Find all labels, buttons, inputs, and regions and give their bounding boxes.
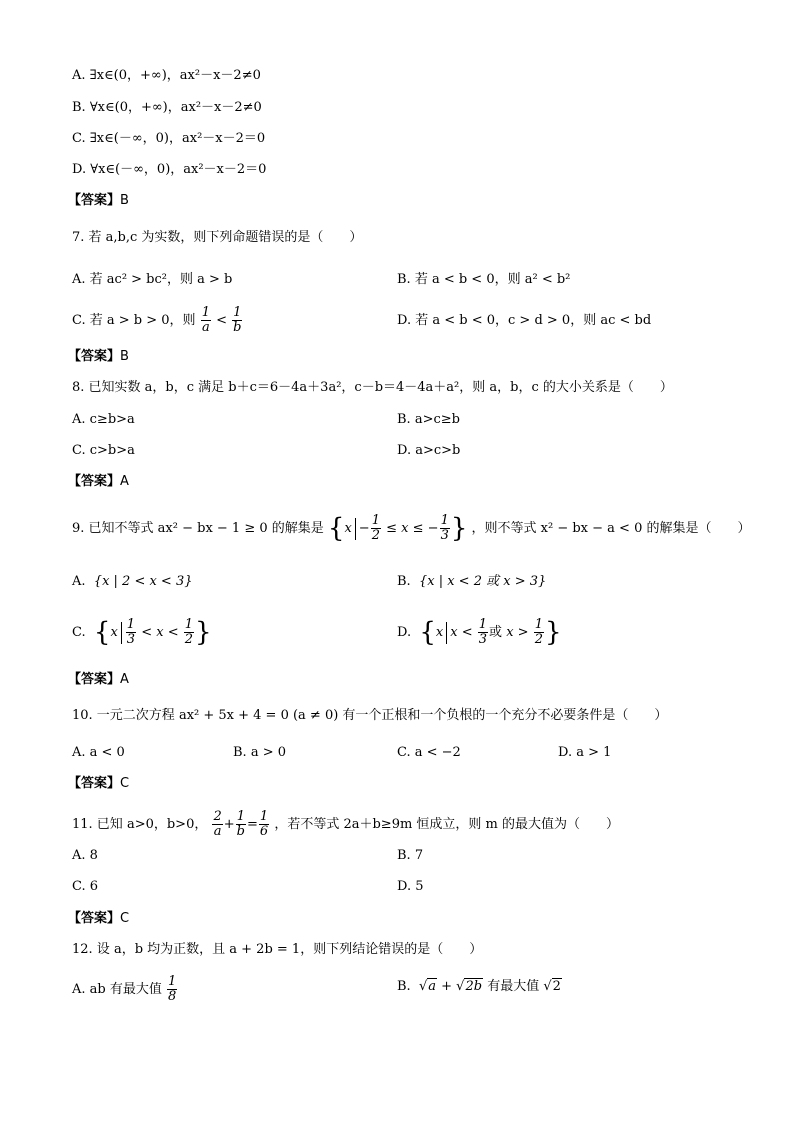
q10-option-b: B. a > 0 [233, 745, 286, 760]
q11-option-d: D. 5 [397, 879, 424, 894]
q8-stem: 8. 已知实数 a，b，c 满足 b＋c＝6－4a＋3a²，c－b＝4－4a＋a²，则 a，b，c 的大小关系是（ ） [72, 380, 673, 395]
q10-option-d: D. a > 1 [558, 745, 612, 760]
answer-value: A [120, 672, 129, 687]
answer-tag: 【答案】 [68, 672, 121, 687]
q9-option-b-set: {x | x < 2 或 x > 3} [418, 574, 547, 589]
q9-answer [68, 670, 129, 690]
answer-value: A [120, 474, 129, 489]
q11-option-a: A. 8 [72, 848, 98, 863]
answer-tag: 【答案】 [68, 474, 121, 489]
q7-option-b: B. 若 a < b < 0，则 a² < b² [397, 272, 571, 287]
answer-tag: 【答案】 [68, 911, 121, 926]
q11-option-c: C. 6 [72, 879, 99, 894]
q9-stem-post: ，则不等式 x² − bx − a < 0 的解集是（ ） [471, 521, 751, 536]
q7-answer [68, 347, 129, 367]
q8-option-b: B. a>c≥b [397, 412, 460, 427]
q6-option-c: C. ∃x∈(－∞，0)，ax²－x－2＝0 [72, 131, 266, 146]
q6-option-d: D. ∀x∈(－∞，0)，ax²－x－2＝0 [72, 162, 267, 177]
answer-tag: 【答案】 [68, 349, 121, 364]
q10-option-c: C. a < −2 [397, 745, 461, 760]
q9-stem: 9. 已知不等式 ax² − bx − 1 ≥ 0 的解集是 {x − $\frac{1}{2}$ ≤ x ≤ − $\frac{1}{3}$ } ，则不等式 x² − bx − a < 0 的解集是（ ） [72, 513, 751, 544]
q9-option-c: C. {x $\frac{1}{3}$ < x < $\frac{1}{2}$ } [72, 617, 212, 648]
q11-stem-pre: 11. 已知 a>0，b>0， [72, 817, 208, 832]
answer-value: C [120, 776, 130, 791]
q7-option-d: D. 若 a < b < 0，c > d > 0，则 ac < bd [397, 313, 652, 328]
q9-stem-pre: 9. 已知不等式 ax² − bx − 1 ≥ 0 的解集是 [72, 521, 324, 536]
q12-option-a: A. ab 有最大值 $\frac{1}{8}$ [72, 974, 177, 1004]
q8-option-c: C. c>b>a [72, 443, 135, 458]
q7-stem: 7. 若 a,b,c 为实数，则下列命题错误的是（ ） [72, 230, 363, 245]
answer-value: B [120, 349, 129, 364]
fraction-1-over-b: $\frac{1}{b}$ [233, 305, 242, 335]
q12-stem: 12. 设 a，b 均为正数，且 a + 2b = 1，则下列结论错误的是（ ） [72, 942, 483, 957]
answer-value: C [120, 911, 130, 926]
q11-option-b: B. 7 [397, 848, 424, 863]
q8-answer [68, 472, 129, 492]
q7-option-a: A. 若 ac² > bc²，则 a > b [72, 272, 233, 287]
q6-option-b: B. ∀x∈(0，+∞)，ax²－x－2≠0 [72, 100, 262, 115]
q8-option-d: D. a>c>b [397, 443, 461, 458]
q12-option-b-text: 有最大值 [487, 979, 540, 994]
q12-option-a-text: A. ab 有最大值 [72, 982, 162, 997]
q10-option-a: A. a < 0 [72, 745, 125, 760]
answer-value: B [120, 193, 129, 208]
q9-option-d: D. {x x < $\frac{1}{3}$ 或 x > $\frac{1}{2}$ } [397, 617, 562, 648]
q11-answer [68, 909, 129, 929]
fraction-1-over-a: $\frac{1}{a}$ [201, 305, 210, 335]
q7-option-c-text: C. 若 a > b > 0，则 [72, 313, 196, 328]
q10-answer [68, 774, 129, 794]
q11-stem: 11. 已知 a>0，b>0， $\frac{2}{a}$ + $\frac{1}{b}$ = $\frac{1}{6}$ ，若不等式 2a＋b≥9m 恒成立，则 m 的最大值为（ ） [72, 809, 620, 839]
q10-stem: 10. 一元二次方程 ax² + 5x + 4 = 0 (a ≠ 0) 有一个正根和一个负根的一个充分不必要条件是（ ） [72, 708, 668, 723]
q6-option-a: A. ∃x∈(0，+∞)，ax²－x－2≠0 [72, 68, 261, 83]
q9-option-b: B. {x | x < 2 或 x > 3} [397, 574, 547, 589]
q11-stem-post: ，若不等式 2a＋b≥9m 恒成立，则 m 的最大值为（ ） [274, 817, 620, 832]
answer-tag: 【答案】 [68, 193, 121, 208]
answer-tag: 【答案】 [68, 776, 121, 791]
q7-option-c: C. 若 a > b > 0，则 $\frac{1}{a}$ < $\frac{1}{b}$ [72, 305, 242, 335]
q9-option-a: A. {x | 2 < x < 3} [72, 574, 193, 589]
q8-option-a: A. c≥b>a [72, 412, 135, 427]
q12-option-b: B. √a + √2b 有最大值 √2 [397, 979, 561, 994]
q9-option-a-set: {x | 2 < x < 3} [93, 574, 193, 589]
q6-answer [68, 191, 129, 211]
